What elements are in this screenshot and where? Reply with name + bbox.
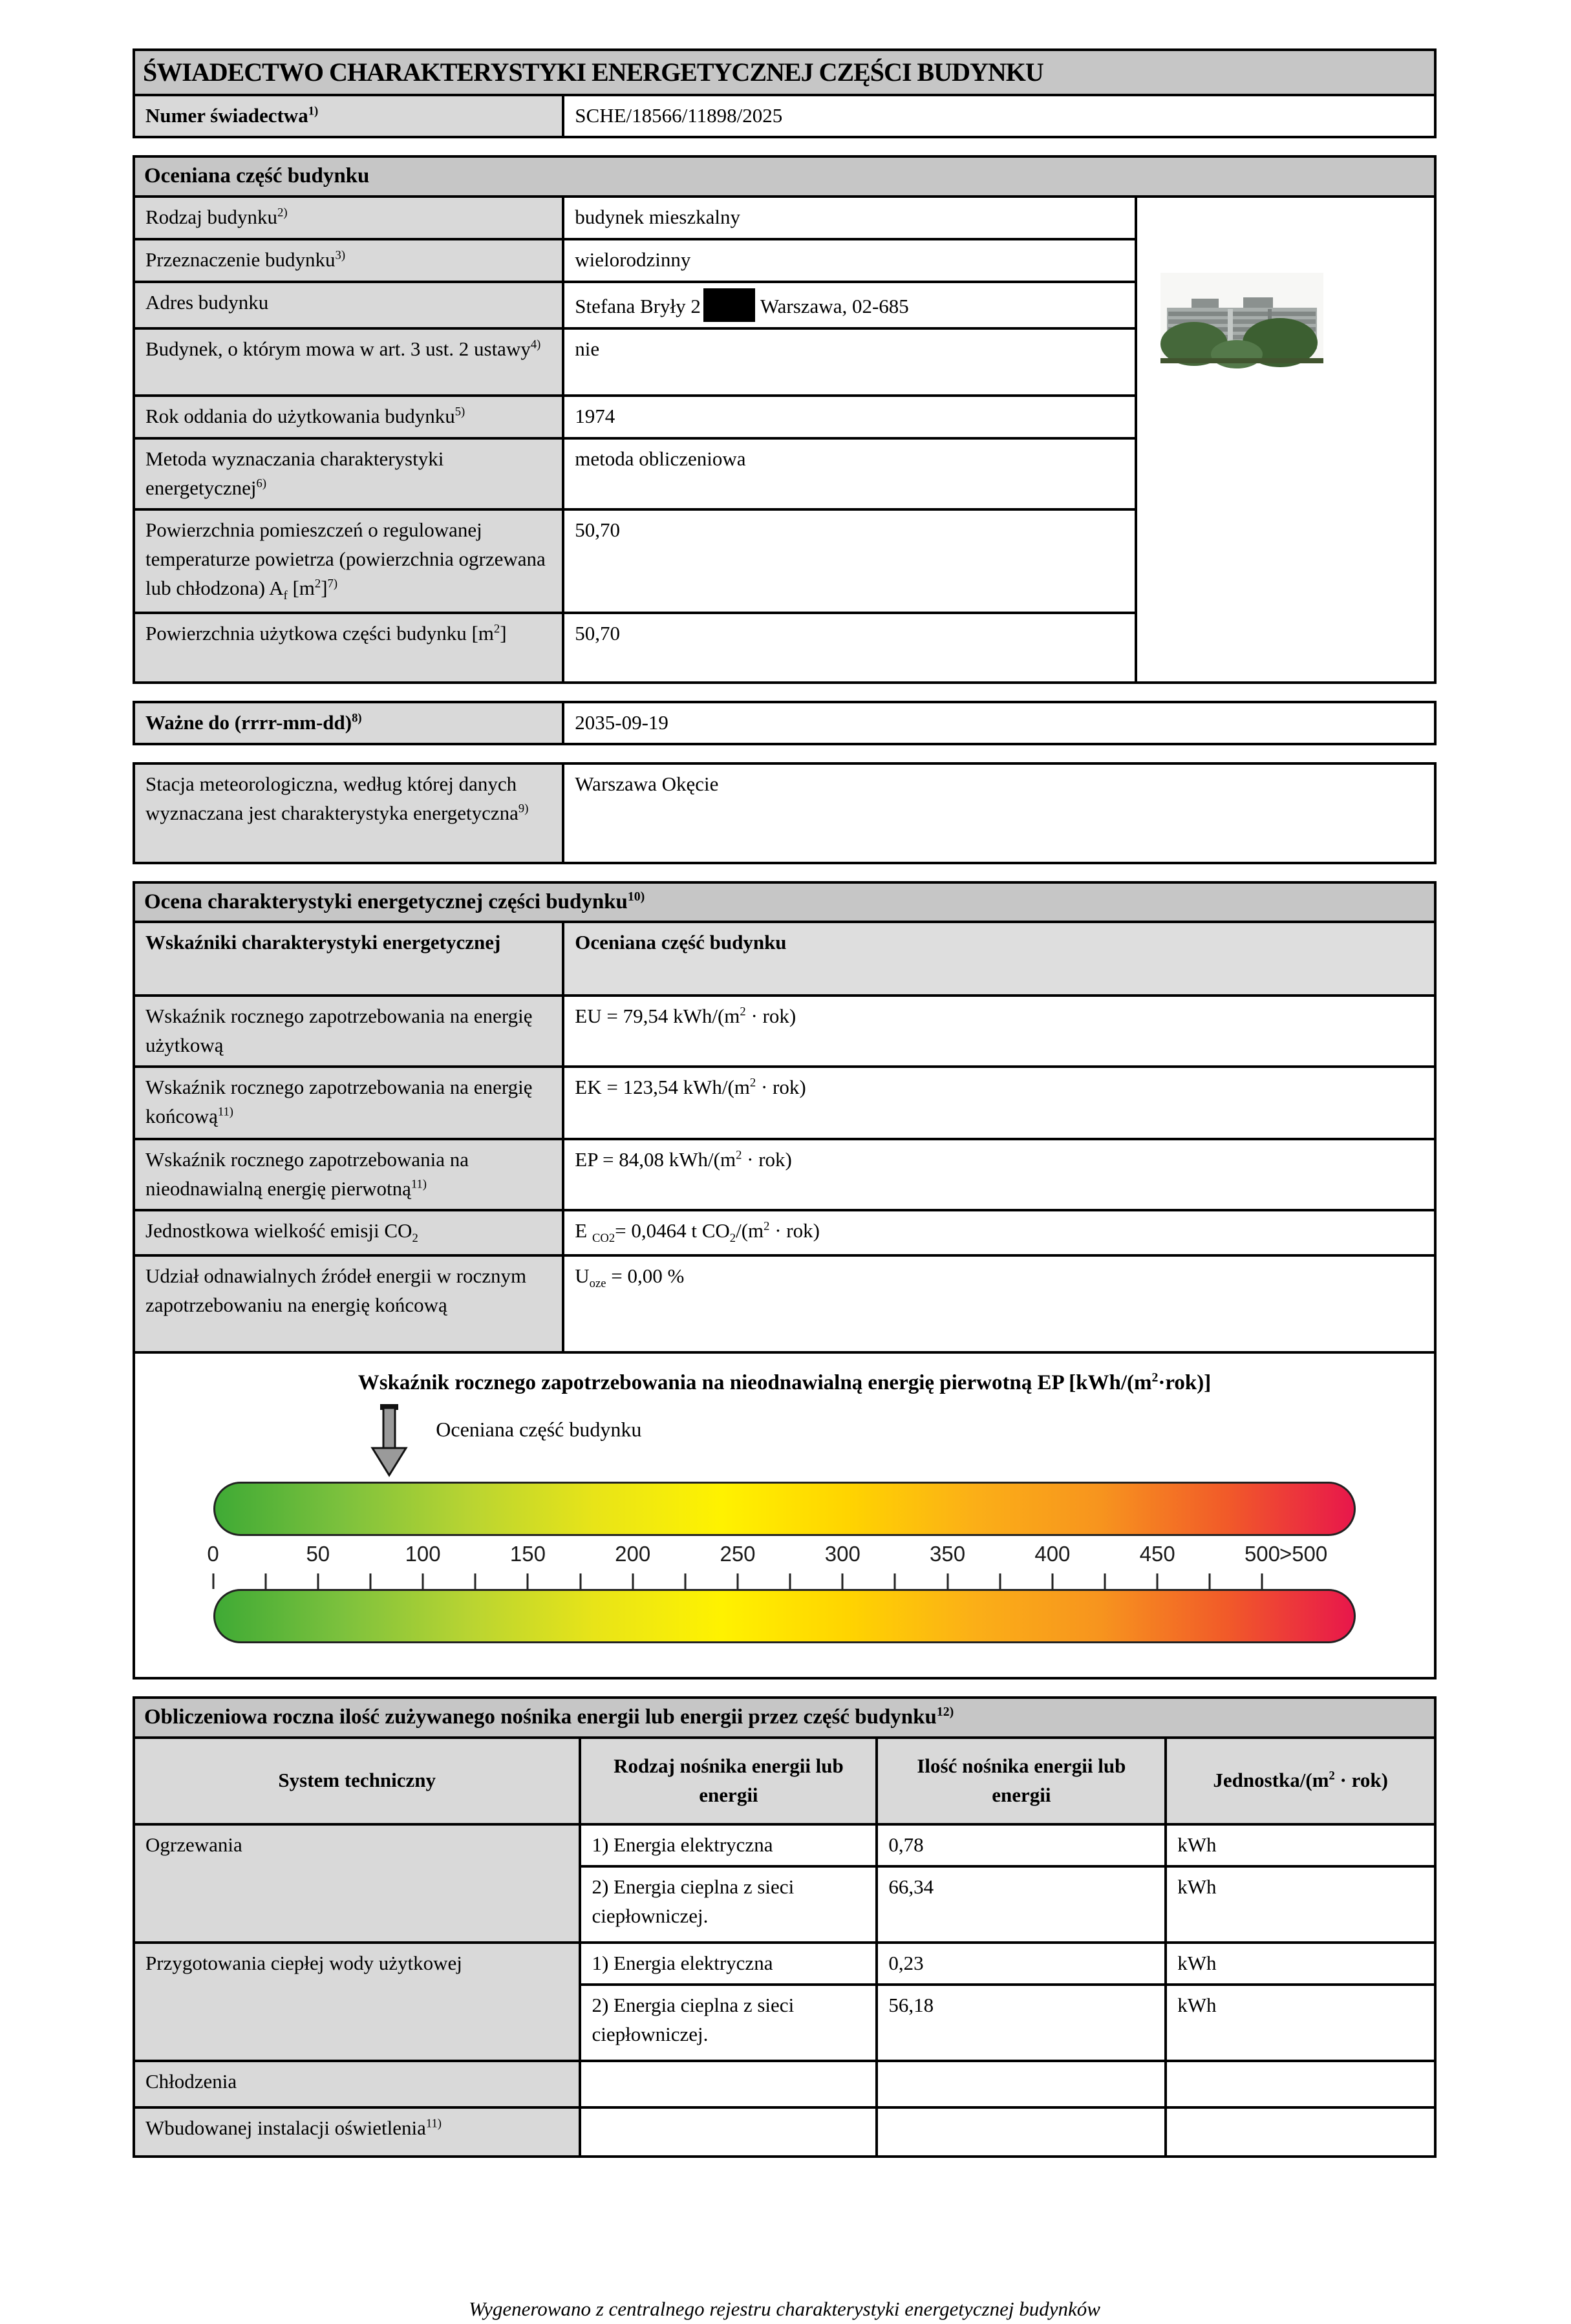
- ek-indicator-value: EK = 123,54 kWh/$(m^2 \cdot rok)$: [563, 1067, 1435, 1139]
- ep-scale-axis: 0 50 100 150 200 250 300 350 400 450 500 >500: [213, 1536, 1356, 1589]
- building-type-label: Rodzaj budynku$^{2)}$: [134, 197, 563, 239]
- hot-water-unit-2: kWh: [1166, 1985, 1435, 2061]
- eu-indicator-value: EU = 79,54 kWh/$(m^2 \cdot rok)$: [563, 996, 1435, 1067]
- building-photo: [1160, 273, 1323, 363]
- valid-until-label: Ważne do (rrrr-mm-dd)$^{8)}$: [134, 702, 563, 744]
- building-usable-area-value: 50,70: [563, 613, 1136, 683]
- indicators-column-header: Wskaźniki charakterystyki energetycznej: [134, 922, 563, 996]
- document-title: ŚWIADECTWO CHARAKTERYSTYKI ENERGETYCZNEJ CZĘŚCI BUDYNKU: [133, 48, 1437, 96]
- building-section: [133, 155, 1437, 684]
- lighting-unit: [1166, 2107, 1435, 2157]
- heating-carrier-1: 1) Energia elektryczna: [580, 1824, 877, 1866]
- renewables-share-value: $U_{oze} = 0,00$ %: [563, 1255, 1435, 1352]
- building-heated-area-value: 50,70: [563, 509, 1136, 613]
- ep-arrow: [370, 1403, 409, 1486]
- weather-station-label: Stacja meteorologiczna, według której danych wyznaczana jest charakterystyka energetyczna$^{9)}$: [134, 763, 563, 863]
- building-heated-area-label: Powierzchnia pomieszczeń o regulowanej temperaturze powietrza (powierzchnia ogrzewana lub chłodzona) $A_f$ $[m^2]^{7)}$: [134, 509, 563, 613]
- hot-water-amount-2: 56,18: [877, 1985, 1166, 2061]
- ep-indicator-value: EP = 84,08 kWh/$(m^2 \cdot rok)$: [563, 1139, 1435, 1210]
- ep-chart: [133, 1354, 1437, 1679]
- lighting-amount: [877, 2107, 1166, 2157]
- hot-water-unit-1: kWh: [1166, 1943, 1435, 1985]
- ep-arrow-label: Oceniana część budynku: [436, 1418, 642, 1442]
- ep-chart-title: Wskaźnik rocznego zapotrzebowania na nieodnawialną energię pierwotną EP $[kWh/(m^2\cdot rok)]$: [358, 1370, 1212, 1395]
- system-heating-label: Ogrzewania: [134, 1824, 580, 1943]
- system-hot-water-label: Przygotowania ciepłej wody użytkowej: [134, 1943, 580, 2061]
- system-cooling-label: Chłodzenia: [134, 2061, 580, 2107]
- eu-indicator-label: Wskaźnik rocznego zapotrzebowania na energię użytkową: [134, 996, 563, 1067]
- heating-unit-2: kWh: [1166, 1866, 1435, 1943]
- hot-water-amount-1: 0,23: [877, 1943, 1166, 1985]
- co2-emission-label: Jednostkowa wielkość emisji $CO_2$: [134, 1210, 563, 1255]
- building-address-value: Stefana Bryły 2 Warszawa, 02-685: [563, 282, 1136, 328]
- renewables-share-label: Udział odnawialnych źródeł energii w rocznym zapotrzebowaniu na energię końcową: [134, 1255, 563, 1352]
- building-photo-cell: [1136, 197, 1435, 683]
- cooling-amount: [877, 2061, 1166, 2107]
- column-header-carrier: Rodzaj nośnika energii lub energii: [580, 1738, 877, 1824]
- building-purpose-value: wielorodzinny: [563, 239, 1136, 282]
- hot-water-carrier-1: 1) Energia elektryczna: [580, 1943, 877, 1985]
- consumption-section: [133, 1696, 1437, 2158]
- building-method-value: metoda obliczeniowa: [563, 438, 1136, 509]
- assessment-section-header: Ocena charakterystyki energetycznej części budynku$^{10)}$: [133, 881, 1437, 924]
- ep-gradient-bar-top: [213, 1482, 1356, 1536]
- ek-indicator-label: Wskaźnik rocznego zapotrzebowania na energię końcową$^{11)}$: [134, 1067, 563, 1139]
- heating-unit-1: kWh: [1166, 1824, 1435, 1866]
- building-section-header: Oceniana część budynku: [133, 155, 1437, 198]
- building-year-value: 1974: [563, 396, 1136, 438]
- cooling-unit: [1166, 2061, 1435, 2107]
- cooling-carrier: [580, 2061, 877, 2107]
- assessment-section: [133, 881, 1437, 1679]
- column-header-system: System techniczny: [134, 1738, 580, 1824]
- weather-station-block: [133, 762, 1437, 864]
- building-table: [133, 195, 1437, 684]
- system-lighting-label: Wbudowanej instalacji oświetlenia$^{11)}$: [134, 2107, 580, 2157]
- ep-arrow-row: [213, 1407, 1356, 1482]
- down-arrow-icon: [370, 1403, 409, 1477]
- building-art3-value: nie: [563, 328, 1136, 396]
- building-year-label: Rok oddania do użytkowania budynku$^{5)}$: [134, 396, 563, 438]
- weather-station-value: Warszawa Okęcie: [563, 763, 1435, 863]
- valid-until-value: 2035-09-19: [563, 702, 1435, 744]
- building-type-value: budynek mieszkalny: [563, 197, 1136, 239]
- column-header-unit: Jednostka/$(m^2 \cdot rok)$: [1166, 1738, 1435, 1824]
- column-header-amount: Ilość nośnika energii lub energii: [877, 1738, 1166, 1824]
- consumption-section-header: Obliczeniowa roczna ilość zużywanego nośnika energii lub energii przez część budynku$^{12)}$: [133, 1696, 1437, 1739]
- building-usable-area-label: Powierzchnia użytkowa części budynku $[m^2]$: [134, 613, 563, 683]
- building-address-label: Adres budynku: [134, 282, 563, 328]
- certificate-number-value: SCHE/18566/11898/2025: [563, 95, 1435, 137]
- validity-block: [133, 701, 1437, 745]
- heating-carrier-2: 2) Energia cieplna z sieci ciepłowniczej.: [580, 1866, 877, 1943]
- title-block: [133, 48, 1437, 138]
- hot-water-carrier-2: 2) Energia cieplna z sieci ciepłowniczej.: [580, 1985, 877, 2061]
- certificate-number-table: [133, 94, 1437, 138]
- weather-station-table: [133, 762, 1437, 864]
- ep-gradient-bar-bottom: [213, 1589, 1356, 1643]
- consumption-table: [133, 1736, 1437, 2158]
- ep-indicator-label: Wskaźnik rocznego zapotrzebowania na nieodnawialną energię pierwotną$^{11)}$: [134, 1139, 563, 1210]
- building-method-label: Metoda wyznaczania charakterystyki energetycznej$^{6)}$: [134, 438, 563, 509]
- validity-table: [133, 701, 1437, 745]
- certificate-number-label: Numer świadectwa$^{1)}$: [134, 95, 563, 137]
- heating-amount-2: 66,34: [877, 1866, 1166, 1943]
- building-purpose-label: Przeznaczenie budynku$^{3)}$: [134, 239, 563, 282]
- co2-emission-value: E $_{CO2}$= 0,0464 t $CO_2/(m^2 \cdot rok)$: [563, 1210, 1435, 1255]
- assessment-table: [133, 921, 1437, 1354]
- heating-amount-1: 0,78: [877, 1824, 1166, 1866]
- building-art3-label: Budynek, o którym mowa w art. 3 ust. 2 ustawy$^{4)}$: [134, 328, 563, 396]
- lighting-carrier: [580, 2107, 877, 2157]
- registry-footer-note: Wygenerowano z centralnego rejestru charakterystyki energetycznej budynków: [469, 2297, 1100, 2320]
- assessed-part-column-header: Oceniana część budynku: [563, 922, 1435, 996]
